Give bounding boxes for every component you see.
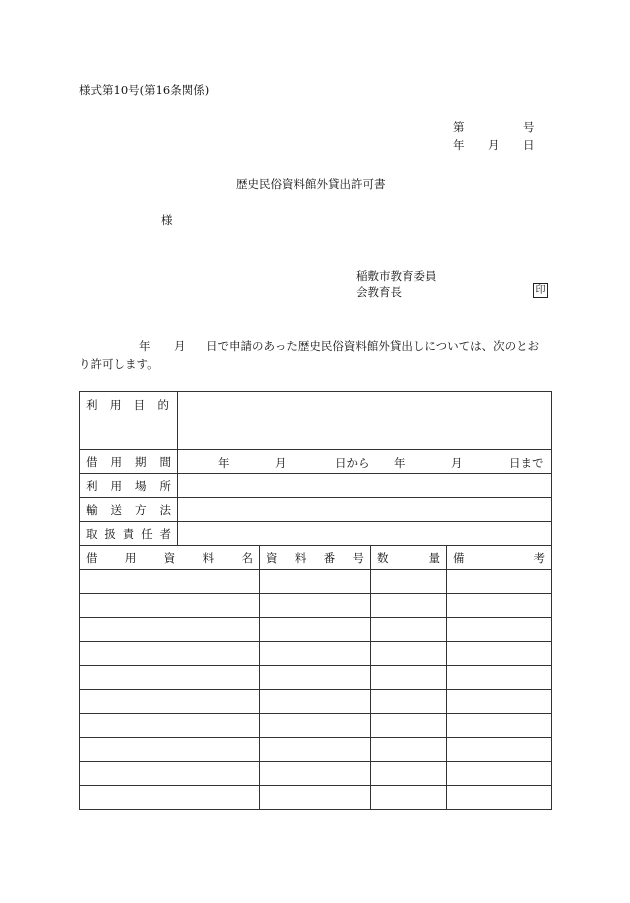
addressee-suffix: 様 <box>161 213 173 227</box>
date-month: 月 <box>488 138 500 152</box>
table-row <box>80 594 552 618</box>
form-number: 様式第10号(第16条関係) <box>79 83 210 97</box>
body-text-line2: り許可します。 <box>79 357 159 371</box>
table-row <box>80 786 552 810</box>
table-row <box>80 642 552 666</box>
date-day: 日 <box>523 138 535 152</box>
table-row <box>80 618 552 642</box>
doc-number-suffix: 号 <box>523 120 535 134</box>
purpose-value[interactable] <box>178 392 552 450</box>
document-title: 歴史民俗資料館外貸出許可書 <box>236 177 386 191</box>
label-place: 利 用 場 所 <box>80 474 178 498</box>
item-rows <box>80 570 552 810</box>
header-item-name: 借 用 資 料 名 <box>80 546 260 570</box>
place-value[interactable] <box>178 474 552 498</box>
table-row <box>80 666 552 690</box>
issuer-line1: 稲敷市教育委員 <box>356 269 437 283</box>
issuer-line2: 会教育長 <box>356 285 402 299</box>
header-remarks: 備 考 <box>447 546 552 570</box>
transport-value[interactable] <box>178 498 552 522</box>
label-period: 借 用 期 間 <box>80 450 178 474</box>
label-transport: 輸 送 方 法 <box>80 498 178 522</box>
date-year: 年 <box>453 138 465 152</box>
table-row <box>80 738 552 762</box>
body-month: 月 <box>174 339 186 353</box>
header-item-number: 資 料 番 号 <box>260 546 371 570</box>
header-quantity: 数 量 <box>371 546 447 570</box>
doc-number-prefix: 第 <box>453 120 465 134</box>
body-text-line1: 日で申請のあった歴史民俗資料館外貸出しについては、次のとお <box>206 339 540 353</box>
table-row <box>80 690 552 714</box>
label-purpose: 利 用 目 的 <box>80 392 178 450</box>
seal-stamp: 印 <box>533 283 548 298</box>
loan-permit-table <box>79 391 552 810</box>
table-row <box>80 762 552 786</box>
body-year: 年 <box>139 339 151 353</box>
responsible-value[interactable] <box>178 522 552 546</box>
table-row <box>80 714 552 738</box>
table-row <box>80 570 552 594</box>
label-responsible: 取 扱 責 任 者 <box>80 522 178 546</box>
period-value[interactable]: 年 月 日から 年 月 日まで <box>178 450 552 474</box>
